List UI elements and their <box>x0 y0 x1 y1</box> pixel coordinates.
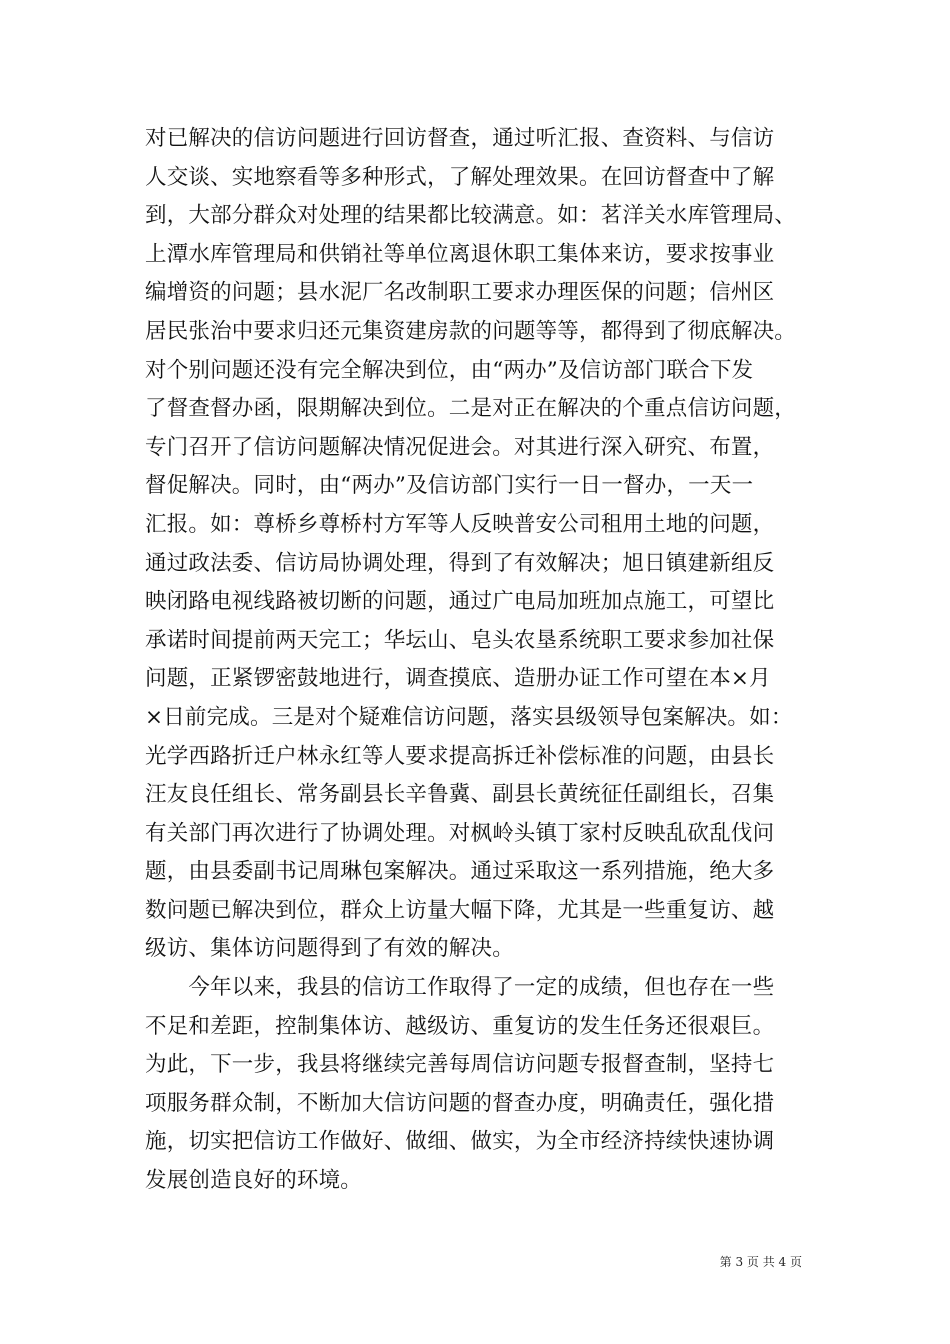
text-line: 通过政法委、信访局协调处理，得到了有效解决；旭日镇建新组反 <box>145 550 775 576</box>
text-line: ×日前完成。三是对个疑难信访问题，落实县级领导包案解决。如： <box>145 704 793 730</box>
text-line: 专门召开了信访问题解决情况促进会。对其进行深入研究、布置， <box>145 434 775 460</box>
text-line: 上潭水库管理局和供销社等单位离退休职工集体来访，要求按事业 <box>145 241 775 267</box>
text-line: 承诺时间提前两天完工；华坛山、皂头农垦系统职工要求参加社保 <box>145 627 775 653</box>
text-line: 到，大部分群众对处理的结果都比较满意。如：茗洋关水库管理局、 <box>145 203 797 229</box>
text-line: 有关部门再次进行了协调处理。对枫岭头镇丁家村反映乱砍乱伐问 <box>145 820 775 846</box>
text-line: 了督查督办函，限期解决到位。二是对正在解决的个重点信访问题， <box>145 396 797 422</box>
text-line: 施，切实把信访工作做好、做细、做实，为全市经济持续快速协调 <box>145 1129 775 1155</box>
text-line: 编增资的问题；县水泥厂名改制职工要求办理医保的问题；信州区 <box>145 280 775 306</box>
text-line: 映闭路电视线路被切断的问题，通过广电局加班加点施工，可望比 <box>145 589 775 615</box>
text-line: 发展创造良好的环境。 <box>145 1168 363 1194</box>
text-line: 人交谈、实地察看等多种形式，了解处理效果。在回访督查中了解 <box>145 164 775 190</box>
text-line: 问题，正紧锣密鼓地进行，调查摸底、造册办证工作可望在本×月 <box>145 666 771 692</box>
text-line: 对个别问题还没有完全解决到位，由“两办”及信访部门联合下发 <box>145 357 754 383</box>
text-line: 居民张治中要求归还元集资建房款的问题等等，都得到了彻底解决。 <box>145 318 797 344</box>
text-line: 汇报。如：尊桥乡尊桥村方军等人反映普安公司租用土地的问题， <box>145 511 775 537</box>
text-line: 督促解决。同时，由“两办”及信访部门实行一日一督办，一天一 <box>145 473 754 499</box>
text-line: 项服务群众制，不断加大信访问题的督查办度，明确责任，强化措 <box>145 1090 775 1116</box>
text-line: 数问题已解决到位，群众上访量大幅下降，尤其是一些重复访、越 <box>145 897 775 923</box>
text-line: 对已解决的信访问题进行回访督查，通过听汇报、查资料、与信访 <box>145 126 775 151</box>
body-text <box>145 120 810 1201</box>
text-line: 汪友良任组长、常务副县长辛鲁冀、副县长黄统征任副组长，召集 <box>145 782 775 808</box>
text-line: 今年以来，我县的信访工作取得了一定的成绩，但也存在一些 <box>145 975 775 1001</box>
text-line: 不足和差距，控制集体访、越级访、重复访的发生任务还很艰巨。 <box>145 1013 775 1039</box>
page-number-footer: 第 3 页 共 4 页 <box>719 1255 802 1269</box>
text-line: 为此，下一步，我县将继续完善每周信访问题专报督查制，坚持七 <box>145 1052 775 1078</box>
text-line: 级访、集体访问题得到了有效的解决。 <box>145 936 514 962</box>
text-line: 题，由县委副书记周琳包案解决。通过采取这一系列措施，绝大多 <box>145 859 775 885</box>
text-line: 光学西路折迁户林永红等人要求提高拆迁补偿标准的问题，由县长 <box>145 743 775 769</box>
